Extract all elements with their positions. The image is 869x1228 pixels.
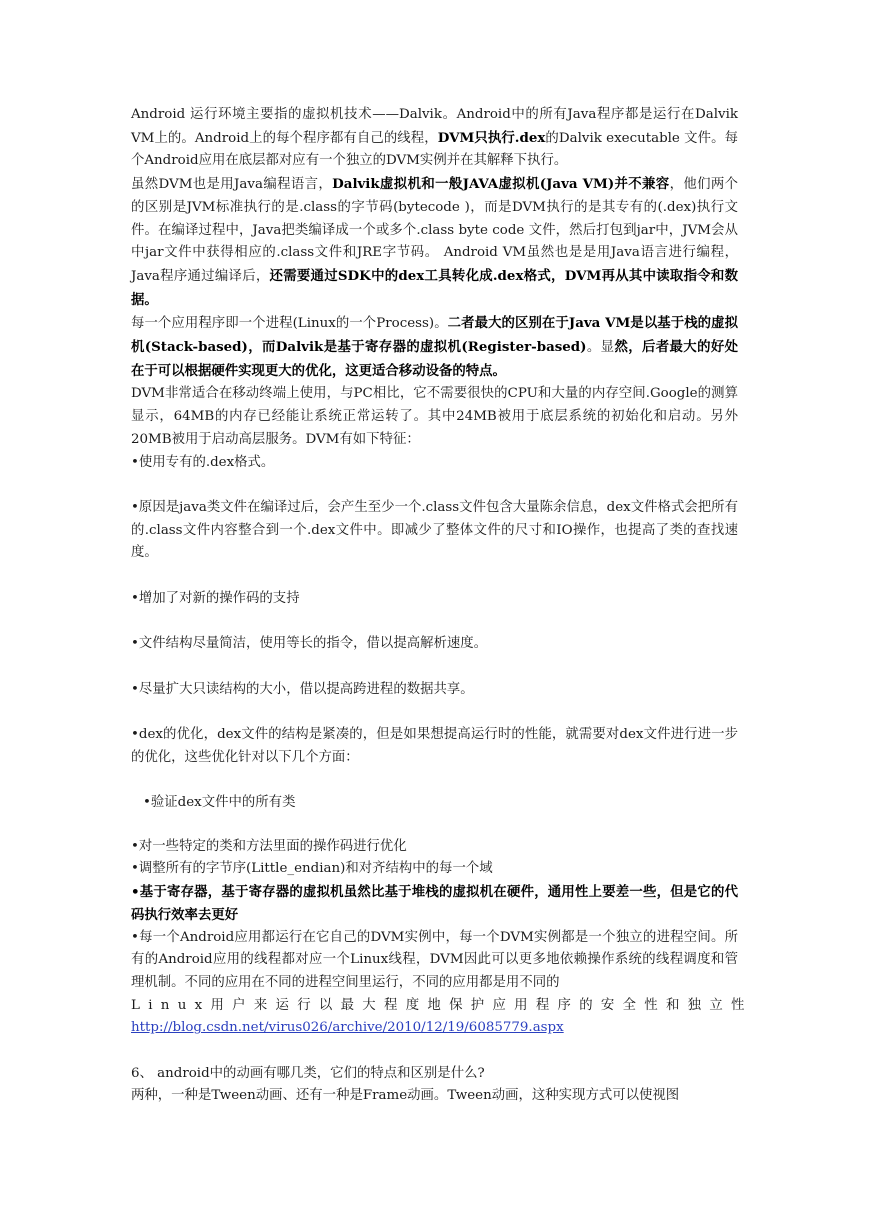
spacer [131, 610, 738, 633]
bold-text: 还需要通过SDK中的dex工具转化成.dex格式，DVM再从其中读取指令和数据。 [131, 267, 738, 308]
bold-text: Dalvik虚拟机和一般JAVA虚拟机(Java VM)并不兼容 [332, 176, 670, 193]
paragraph-dvm-features: DVM非常适合在移动终端上使用，与PC相比，它不需要很快的CPU和大量的内存空间.Google的测算显示，64MB的内存已经能让系统正常运转了。其中24MB被用于底层系统的初始化和启动。另外20MB被用于启动高层服务。DVM有如下特征： [131, 386, 738, 447]
text-run: 。显 [586, 340, 615, 356]
bullet-optimize-opcodes: •对一些特定的类和方法里面的操作码进行优化 [131, 838, 407, 854]
paragraph-dvm-vs-jvm [131, 173, 738, 312]
spacer [131, 474, 738, 497]
spacer [131, 701, 738, 724]
document-body [131, 104, 753, 1108]
reference-link[interactable]: http://blog.csdn.net/virus026/archive/2010/12/19/6085779.aspx [131, 1020, 564, 1036]
bullet-dvm-instance: •每一个Android应用都运行在它自己的DVM实例中，每一个DVM实例都是一个独立的进程空间。所有的Android应用的线程都对应一个Linux线程，DVM因此可以更多地依赖操作系统的线程调度和管理机制。不同的应用在不同的进程空间里运行，不同的应用都是用不同的 [131, 929, 738, 990]
question-6-title: 6、 android中的动画有哪几类，它们的特点和区别是什么? [131, 1065, 485, 1081]
text-run: Android 运行环境主要指的虚拟机技术——Dalvik。Android中的所有Java程序都是运行在Dalvik VM上的。Android上的每个程序都有自己的线程， [131, 107, 738, 146]
paragraph-stack-vs-register [131, 312, 738, 383]
bold-text: 二者最大的区别在于Java VM是以基于栈的虚拟机(Stack-based)，而Dalvik是基于寄存器的虚拟机(Register-based) [131, 315, 738, 356]
bullet-readonly-structure: •尽量扩大只读结构的大小，借以提高跨进程的数据共享。 [131, 681, 474, 697]
bullet-new-opcodes: •增加了对新的操作码的支持 [131, 590, 300, 606]
question-6-answer: 两种，一种是Tween动画、还有一种是Frame动画。Tween动画，这种实现方式可以使视图 [131, 1088, 680, 1104]
spacer [131, 769, 738, 792]
text-run: 每一个应用程序即一个进程(Linux的一个Process)。 [131, 316, 448, 332]
bullet-verify-classes: •验证dex文件中的所有类 [143, 795, 296, 810]
text-run: 虽然DVM也是用Java编程语言， [131, 177, 333, 193]
paragraph-dalvik-intro [131, 104, 738, 173]
bold-text: 然，后者最大的好处在于可以根据硬件实现更大的优化，这更适合移动设备的特点。 [131, 339, 739, 379]
bullet-file-structure: •文件结构尽量简洁，使用等长的指令，借以提高解析速度。 [131, 636, 488, 652]
spacer [131, 815, 738, 836]
bullet-register-based: •基于寄存器，基于寄存器的虚拟机虽然比基于堆栈的虚拟机在硬件，通用性上要差一些，但是它的代码执行效率去更好 [131, 884, 738, 923]
spacer [131, 656, 738, 679]
spacer [131, 1040, 738, 1063]
text-run: 的Dalvik executable 文件。每个Android应用在底层都对应有一个独立的DVM实例并在其解释下执行。 [131, 130, 738, 169]
bullet-dex-reason: •原因是java类文件在编译过后，会产生至少一个.class文件包含大量陈余信息，dex文件格式会把所有的.class文件内容整合到一个.dex文件中。即减少了整体文件的尺寸和IO操作，也提高了类的查找速度。 [131, 499, 738, 561]
spacer [131, 565, 738, 588]
bullet-byte-order: •调整所有的字节序(Little_endian)和对齐结构中的每一个域 [131, 861, 493, 877]
bullet-dex-format: •使用专有的.dex格式。 [131, 454, 275, 470]
bold-text: DVM只执行.dex [437, 129, 546, 146]
bullet-dvm-instance-last-line: Linux用户来运行以最大程度地保护应用程序的安全性和独立性 [131, 997, 753, 1013]
bullet-dex-optimization: •dex的优化，dex文件的结构是紧凑的，但是如果想提高运行时的性能，就需要对dex文件进行进一步的优化，这些优化针对以下几个方面： [131, 726, 738, 765]
text-run: ，他们两个的区别是JVM标准执行的是.class的字节码(bytecode )，而是DVM执行的是其专有的(.dex)执行文件。在编译过程中，Java把类编译成一个或多个.class byte code 文件，然后打包到jar中，JVM会从中jar文件中获得相应的.class文件和JRE字节码。 Android VM虽然也是是用Java语言进行编程， Java程序通过编译后， [131, 177, 739, 284]
